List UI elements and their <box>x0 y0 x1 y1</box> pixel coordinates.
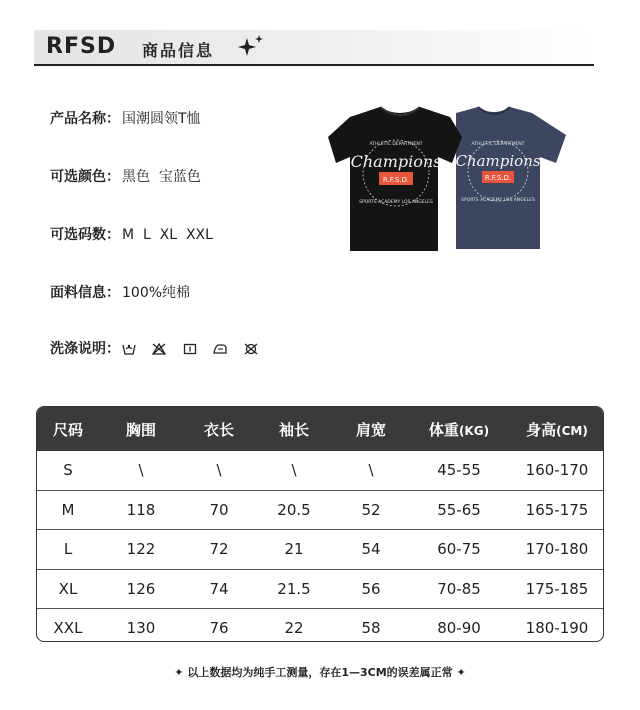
table-header <box>37 407 603 451</box>
cell-height: 175-185 <box>525 579 589 598</box>
section-header <box>34 30 594 66</box>
header-chest: 胸围 <box>125 420 156 439</box>
cell-height: 170-180 <box>525 540 589 559</box>
header-shoulder: 肩宽 <box>355 420 386 439</box>
print-box-text: R.F.S.D. <box>484 174 512 182</box>
cell-sleeve: 22 <box>284 619 304 638</box>
cell-shoulder: 54 <box>361 540 381 559</box>
iron-icon <box>213 343 227 355</box>
no-bleach-icon <box>152 343 166 355</box>
print-box-text: R.F.S.D. <box>382 176 410 184</box>
header-sleeve: 袖长 <box>278 420 309 439</box>
cell-length: \ <box>216 461 222 480</box>
cell-weight: 80-90 <box>437 619 481 638</box>
cell-chest: 118 <box>126 500 156 519</box>
table-row <box>37 569 603 609</box>
cell-height: 180-190 <box>525 619 589 638</box>
cell-height: 165-175 <box>525 500 589 519</box>
print-arc-bottom: SPORTS ACADEMY LOS ANGELES <box>359 200 433 205</box>
section-title: 商品信息 <box>142 41 215 60</box>
care-icons <box>122 341 270 357</box>
brand-logo: RFSD <box>46 34 117 59</box>
info-colors <box>50 166 201 186</box>
info-fabric <box>50 282 190 302</box>
cell-shoulder: 52 <box>361 500 381 519</box>
table-row <box>37 608 603 642</box>
cell-size: S <box>63 461 73 480</box>
info-label: 可选码数： <box>50 227 120 243</box>
info-value: 黑色 宝蓝色 <box>122 169 201 185</box>
info-value: 国潮圆领T恤 <box>122 111 201 127</box>
print-arc-top: ATHLETIC DEPARTMENT <box>471 142 525 147</box>
info-value: 100%纯棉 <box>122 285 191 301</box>
cell-weight: 70-85 <box>437 579 481 598</box>
cell-chest: \ <box>138 461 144 480</box>
cell-size: XXL <box>53 619 83 638</box>
cell-shoulder: \ <box>368 461 374 480</box>
cell-sleeve: 21 <box>284 540 304 559</box>
cell-shoulder: 56 <box>361 579 381 598</box>
print-script-text: Champions <box>350 152 442 171</box>
cell-shoulder: 58 <box>361 619 381 638</box>
cell-size: L <box>63 540 73 559</box>
info-sizes <box>50 224 213 244</box>
navy-tshirt <box>455 107 566 249</box>
header-height-unit: (CM) <box>556 423 588 438</box>
cell-length: 72 <box>209 540 229 559</box>
cell-sleeve: 21.5 <box>277 579 311 598</box>
table-row <box>37 451 603 490</box>
cell-length: 70 <box>209 500 229 519</box>
cell-weight: 45-55 <box>437 461 481 480</box>
print-script-text: Champions <box>455 152 541 170</box>
table-row <box>37 529 603 569</box>
header-length: 衣长 <box>203 420 234 439</box>
hand-wash-icon <box>122 343 136 355</box>
info-care <box>50 338 270 358</box>
header-height-label: 身高 <box>526 420 557 439</box>
cell-chest: 126 <box>126 579 156 598</box>
cell-sleeve: \ <box>291 461 297 480</box>
cell-length: 76 <box>209 619 229 638</box>
info-product-name <box>50 108 201 128</box>
cell-sleeve: 20.5 <box>277 500 311 519</box>
cell-chest: 122 <box>126 540 156 559</box>
measurement-note: ✦ 以上数据均为纯手工测量，存在1—3CM的误差属正常 ✦ <box>174 666 466 679</box>
header-size: 尺码 <box>52 420 83 439</box>
cell-height: 160-170 <box>525 461 589 480</box>
black-tshirt <box>328 107 462 251</box>
cell-weight: 55-65 <box>437 500 481 519</box>
cell-size: M <box>61 500 75 519</box>
info-label: 产品名称： <box>50 111 120 127</box>
info-label: 可选颜色： <box>50 169 120 185</box>
header-height <box>509 419 604 440</box>
info-label: 面料信息： <box>50 285 120 301</box>
header-weight-label: 体重 <box>428 420 459 439</box>
info-label: 洗涤说明： <box>50 341 120 357</box>
cell-length: 74 <box>209 579 229 598</box>
cell-size: XL <box>58 579 78 598</box>
sparkle-icon <box>236 34 266 60</box>
cell-chest: 130 <box>126 619 156 638</box>
info-value: M L XL XXL <box>122 227 213 243</box>
no-dry-clean-icon <box>244 343 258 355</box>
product-image-tshirts <box>328 105 574 251</box>
print-arc-top: ATHLETIC DEPARTMENT <box>369 142 423 147</box>
print-arc-bottom: SPORTS ACADEMY LOS ANGELES <box>461 198 535 203</box>
header-weight-unit: (KG) <box>458 423 490 438</box>
header-weight <box>409 419 509 440</box>
tumble-dry-icon <box>183 343 197 355</box>
table-row <box>37 490 603 530</box>
cell-weight: 60-75 <box>437 540 481 559</box>
size-table <box>36 406 604 642</box>
